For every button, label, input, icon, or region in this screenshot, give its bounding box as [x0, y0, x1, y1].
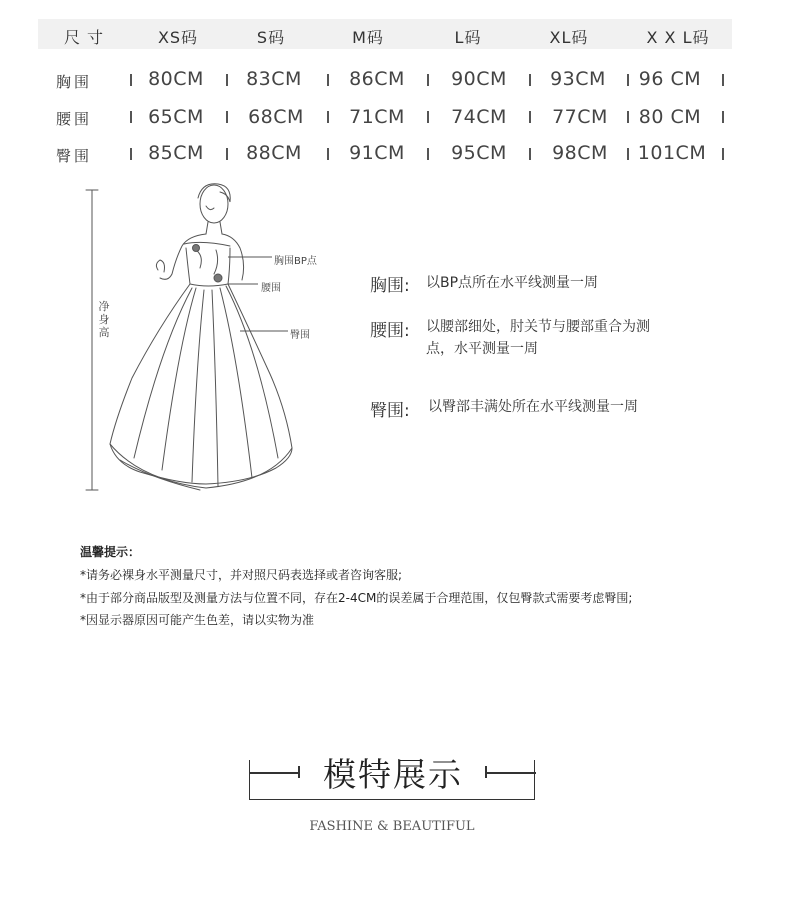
note-item: *由于部分商品版型及测量方法与位置不同，存在2-4CM的误差属于合理范围，仅包臀款式需要考虑臀围;	[80, 591, 633, 605]
table-separator	[226, 74, 228, 86]
banner-left-tick	[298, 766, 300, 778]
table-separator	[226, 111, 228, 123]
notes-title: 温馨提示：	[80, 545, 141, 559]
table-separator	[529, 148, 531, 160]
table-cell: 83CM	[246, 68, 302, 90]
table-cell: 68CM	[248, 106, 304, 128]
row-label-bust: 胸围	[56, 73, 93, 91]
bust-marker-label: 胸围BP点	[274, 256, 317, 267]
table-separator	[722, 74, 724, 86]
row-label-hip: 臀围	[56, 147, 93, 165]
hip-definition-text: 以臀部丰满处所在水平线测量一周	[428, 399, 638, 415]
banner-left-line	[249, 772, 299, 774]
table-cell: 80 CM	[638, 106, 702, 128]
table-cell: 80CM	[148, 68, 204, 90]
banner-subtitle: FASHINE & BEAUTIFUL	[309, 819, 475, 834]
table-separator	[722, 111, 724, 123]
table-separator	[627, 148, 629, 160]
waist-definition-text-continued: 点，水平测量一周	[426, 341, 538, 357]
table-separator	[529, 74, 531, 86]
waist-definition-text: 以腰部细处，肘关节与腰部重合为测	[426, 319, 650, 335]
table-cell: 101CM	[637, 142, 707, 164]
size-header-s: S码	[256, 28, 286, 47]
size-header-xs: XS码	[157, 28, 199, 47]
table-separator	[327, 148, 329, 160]
table-separator	[529, 111, 531, 123]
size-header-m: M码	[352, 28, 384, 47]
table-separator	[130, 148, 132, 160]
size-table-corner-label: 尺 寸	[63, 28, 105, 47]
table-separator	[722, 148, 724, 160]
table-cell: 74CM	[451, 106, 507, 128]
table-cell: 90CM	[451, 68, 507, 90]
table-separator	[627, 74, 629, 86]
waist-definition-term: 腰围:	[370, 321, 410, 341]
table-separator	[130, 74, 132, 86]
table-cell: 96 CM	[638, 68, 702, 90]
banner-title: 模特展示	[310, 749, 476, 796]
table-separator	[327, 74, 329, 86]
table-cell: 95CM	[451, 142, 507, 164]
note-item: *因显示器原因可能产生色差，请以实物为准	[80, 613, 315, 627]
table-separator	[627, 111, 629, 123]
table-separator	[327, 111, 329, 123]
height-label: 净身高	[98, 300, 110, 339]
table-separator	[226, 148, 228, 160]
table-cell: 65CM	[148, 106, 204, 128]
size-header-xxl: X X L码	[646, 28, 710, 47]
table-cell: 98CM	[552, 142, 608, 164]
table-cell: 88CM	[246, 142, 302, 164]
hip-definition-term: 臀围:	[370, 401, 410, 421]
size-table-header	[38, 19, 732, 49]
hip-marker-label: 臀围	[290, 330, 310, 341]
size-header-l: L码	[454, 28, 482, 47]
note-item: *请务必裸身水平测量尺寸，并对照尺码表选择或者咨询客服;	[80, 568, 403, 582]
table-cell: 71CM	[349, 106, 405, 128]
bust-definition-term: 胸围:	[370, 276, 410, 296]
waist-marker-label: 腰围	[261, 283, 281, 294]
banner-right-tick	[485, 766, 487, 778]
table-separator	[130, 111, 132, 123]
table-cell: 85CM	[148, 142, 204, 164]
table-cell: 86CM	[349, 68, 405, 90]
table-cell: 77CM	[552, 106, 608, 128]
table-separator	[427, 148, 429, 160]
bust-definition-text: 以BP点所在水平线测量一周	[426, 275, 599, 291]
table-separator	[427, 111, 429, 123]
table-cell: 91CM	[349, 142, 405, 164]
gown-sketch	[80, 178, 310, 498]
row-label-waist: 腰围	[56, 110, 93, 128]
size-header-xl: XL码	[549, 28, 589, 47]
banner-right-line	[486, 772, 536, 774]
table-cell: 93CM	[550, 68, 606, 90]
table-separator	[427, 74, 429, 86]
